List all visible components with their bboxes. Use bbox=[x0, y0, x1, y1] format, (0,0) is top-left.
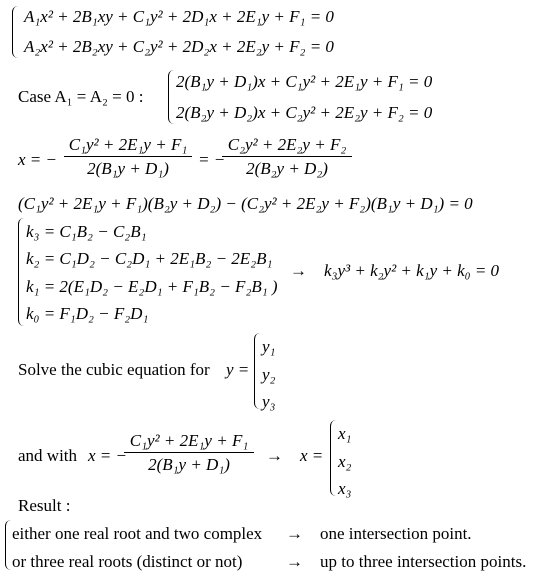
x-expr-num-2: C₂y² + 2E₂y + F₂ bbox=[227, 135, 347, 154]
andwith-fraction bbox=[124, 432, 254, 473]
result-row-2-right: up to three intersection points. bbox=[320, 552, 527, 571]
andwith-num: C₁y² + 2E₁y + F₁ bbox=[129, 431, 249, 450]
system-eq-1: A₁x² + 2B₁xy + C₁y² + 2D₁x + 2E₁y + F₁ = 0 bbox=[24, 7, 334, 26]
x-expr-den-1: 2(B₁y + D₁) bbox=[87, 159, 169, 178]
x-expr-num-1: C₁y² + 2E₁y + F₁ bbox=[68, 135, 188, 154]
x-root-1: x₁ bbox=[338, 424, 352, 443]
product-equation: (C₁y² + 2E₁y + F₁)(B₂y + D₂) − (C₂y² + 2E₂y + F₂)(B₁y + D₁) = 0 bbox=[18, 194, 473, 213]
k-brace bbox=[18, 218, 25, 326]
k2-definition: k₂ = C₁D₂ − C₂D₁ + 2E₁B₂ − 2E₂B₁ bbox=[26, 249, 273, 268]
x-root-2: x₂ bbox=[338, 452, 352, 471]
fraction-bar bbox=[222, 156, 352, 157]
result-row-2-left: or three real roots (distinct or not) bbox=[12, 552, 243, 571]
x-root-3: x₃ bbox=[338, 479, 352, 498]
result-label: Result : bbox=[18, 496, 71, 515]
case-label: Case A₁ = A₂ = 0 : bbox=[18, 87, 144, 106]
result-row-1-arrow: → bbox=[286, 524, 303, 543]
case-eq-2: 2(B₂y + D₂)x + C₂y² + 2E₂y + F₂ = 0 bbox=[176, 103, 433, 122]
andwith-arrow: → bbox=[266, 446, 283, 465]
result-brace bbox=[5, 520, 12, 570]
k3-definition: k₃ = C₁B₂ − C₂B₁ bbox=[26, 222, 147, 241]
x-expr-fraction-2 bbox=[222, 136, 352, 177]
andwith-text: and with bbox=[18, 446, 78, 465]
case-brace bbox=[168, 70, 175, 124]
x-expr-fraction-1 bbox=[64, 136, 192, 177]
solve-text: Solve the cubic equation for bbox=[18, 360, 210, 379]
x-expr-lhs: x = − bbox=[18, 150, 57, 169]
fraction-bar bbox=[124, 452, 254, 453]
y-roots-brace bbox=[254, 333, 261, 409]
arrow: → bbox=[290, 261, 307, 280]
andwith-lhs: x = − bbox=[88, 446, 127, 465]
andwith-den: 2(B₁y + D₁) bbox=[148, 455, 230, 474]
system-brace bbox=[12, 6, 19, 58]
solve-lhs: y = bbox=[226, 360, 250, 379]
x-expr-den-2: 2(B₂y + D₂) bbox=[246, 159, 328, 178]
fraction-bar bbox=[64, 156, 192, 157]
result-row-1-left: either one real root and two complex bbox=[12, 524, 263, 543]
k0-definition: k₀ = F₁D₂ − F₂D₁ bbox=[26, 304, 149, 323]
result-row-1-right: one intersection point. bbox=[320, 524, 472, 543]
y-root-3: y₃ bbox=[262, 392, 276, 411]
result-row-2-arrow: → bbox=[286, 552, 303, 571]
y-root-1: y₁ bbox=[262, 337, 276, 356]
cubic-equation: k₃y³ + k₂y² + k₁y + k₀ = 0 bbox=[324, 261, 500, 280]
k1-definition: k₁ = 2(E₁D₂ − E₂D₁ + F₁B₂ − F₂B₁ ) bbox=[26, 277, 278, 296]
system-eq-2: A₂x² + 2B₂xy + C₂y² + 2D₂x + 2E₂y + F₂ = 0 bbox=[24, 37, 334, 56]
andwith-rhs: x = bbox=[300, 446, 324, 465]
x-expr-mid: = − bbox=[198, 150, 226, 169]
x-roots-brace bbox=[330, 420, 337, 496]
y-root-2: y₂ bbox=[262, 365, 276, 384]
case-eq-1: 2(B₁y + D₁)x + C₁y² + 2E₁y + F₁ = 0 bbox=[176, 72, 433, 91]
